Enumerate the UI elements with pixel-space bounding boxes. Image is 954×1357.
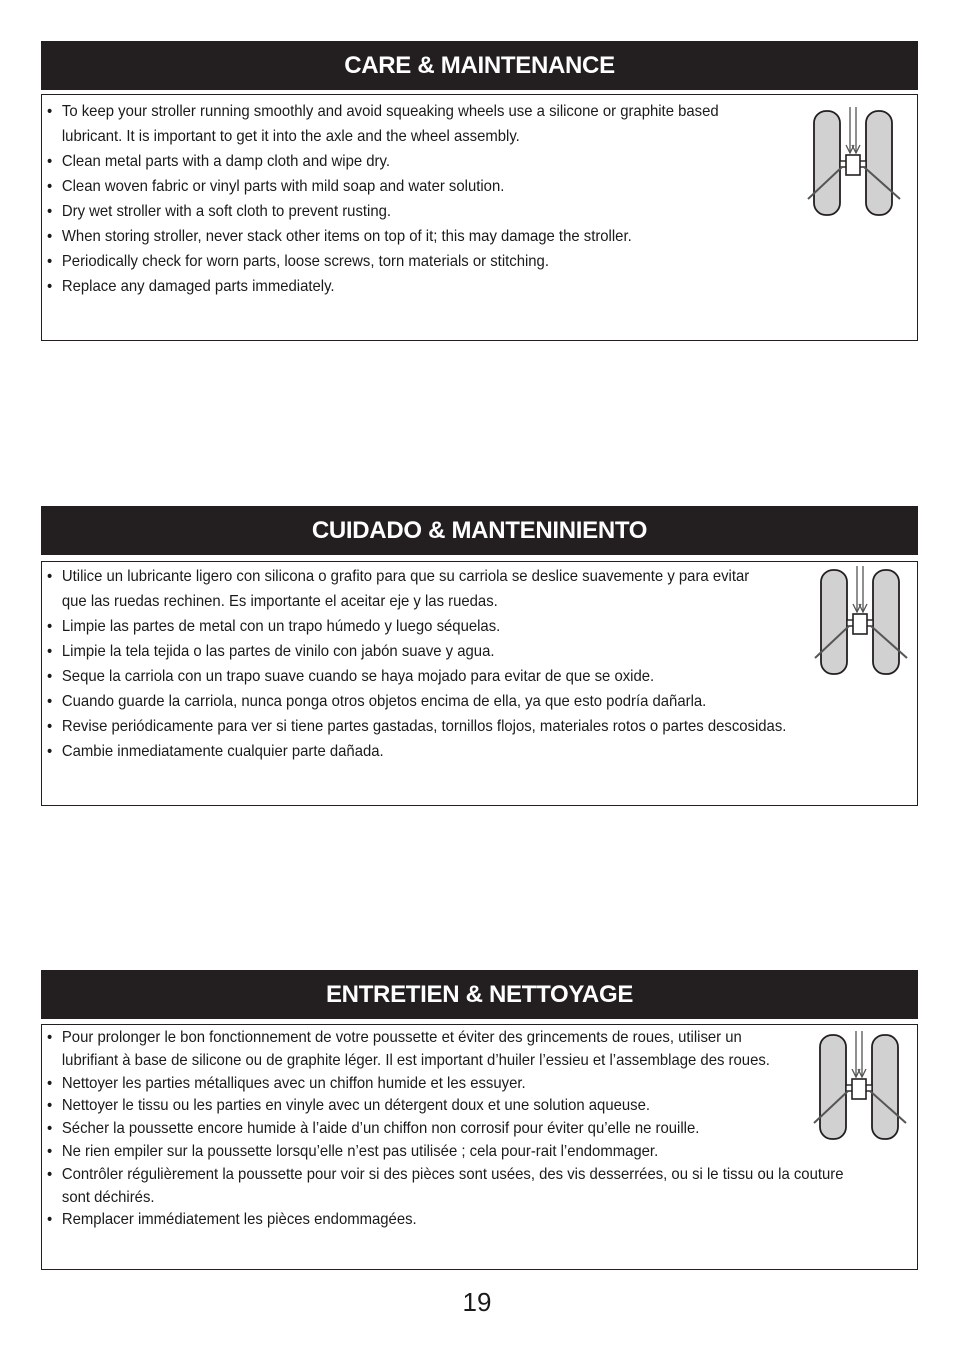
- list-item: • When storing stroller, never stack other items on top of it; this may damage the stroller.: [47, 224, 791, 249]
- list-item: • Nettoyer les parties métalliques avec un chiffon humide et les essuyer.: [47, 1073, 865, 1096]
- list-item: • Seque la carriola con un trapo suave cuando se haya mojado para evitar de que se oxide.: [47, 664, 810, 689]
- list-item: • Cuando guarde la carriola, nunca ponga otros objetos encima de ella, ya que esto podría dañarla.: [47, 689, 810, 714]
- list-item: • Cambie inmediatamente cualquier parte dañada.: [47, 739, 810, 764]
- instructions-list-french: [47, 1027, 865, 1232]
- section-title-french: ENTRETIEN & NETTOYAGE: [41, 970, 918, 1019]
- list-item: • Clean woven fabric or vinyl parts with mild soap and water solution.: [47, 174, 791, 199]
- list-item: • Dry wet stroller with a soft cloth to prevent rusting.: [47, 199, 791, 224]
- list-item: • Sécher la poussette encore humide à l’aide d’un chiffon non corrosif pour éviter qu’elle ne rouille.: [47, 1118, 865, 1141]
- wheel-lubrication-illustration: [813, 564, 909, 676]
- section-french: [41, 970, 918, 1229]
- section-title-spanish: CUIDADO & MANTENINIENTO: [41, 506, 918, 555]
- section-spanish: [41, 506, 918, 760]
- section-title-english: CARE & MAINTENANCE: [41, 41, 918, 90]
- list-item: • Clean metal parts with a damp cloth and wipe dry.: [47, 149, 791, 174]
- instructions-list-english: [47, 99, 791, 299]
- list-item: • Contrôler régulièrement la poussette pour voir si des pièces sont usées, des vis desserrées, ou si le tissu ou la couture sont déchirés.: [47, 1164, 871, 1210]
- list-item: • Ne rien empiler sur la poussette lorsqu’elle n’est pas utilisée ; cela pour-rait l’endommager.: [47, 1141, 865, 1164]
- page-number: 19: [462, 1287, 492, 1317]
- wheel-lubrication-illustration: [806, 105, 902, 217]
- list-item: • Limpie las partes de metal con un trapo húmedo y luego séquelas.: [47, 614, 810, 639]
- list-item: • Nettoyer le tissu ou les parties en vinyle avec un détergent doux et une solution aqueuse.: [47, 1095, 865, 1118]
- instructions-list-spanish: [47, 564, 810, 764]
- list-item: • Periodically check for worn parts, loose screws, torn materials or stitching.: [47, 249, 791, 274]
- list-item: • Revise periódicamente para ver si tiene partes gastadas, tornillos flojos, materiales rotos o partes descosidas.: [47, 714, 815, 739]
- instructions-box-english: [41, 94, 918, 341]
- list-item: • Limpie la tela tejida o las partes de vinilo con jabón suave y agua.: [47, 639, 810, 664]
- list-item: • Replace any damaged parts immediately.: [47, 274, 791, 299]
- list-item: • Utilice un lubricante ligero con silicona o grafito para que su carriola se deslice suavemente y para evitar que las ruedas rechinen. Es importante el aceitar eje y las ruedas.: [47, 564, 778, 614]
- wheel-lubrication-illustration: [812, 1029, 908, 1141]
- section-english: [41, 41, 918, 295]
- instructions-box-spanish: [41, 561, 918, 806]
- list-item: • Remplacer immédiatement les pièces endommagées.: [47, 1209, 865, 1232]
- list-item: • To keep your stroller running smoothly and avoid squeaking wheels use a silicone or graphite based lubricant. It is important to get it into the axle and the wheel assembly.: [47, 99, 769, 149]
- instructions-box-french: [41, 1024, 918, 1270]
- list-item: • Pour prolonger le bon fonctionnement de votre poussette et éviter des grincements de roues, utiliser un lubrifiant à base de silicone ou de graphite léger. Il est important d’huiler l’essieu et l’assemblage des roues.: [47, 1027, 801, 1073]
